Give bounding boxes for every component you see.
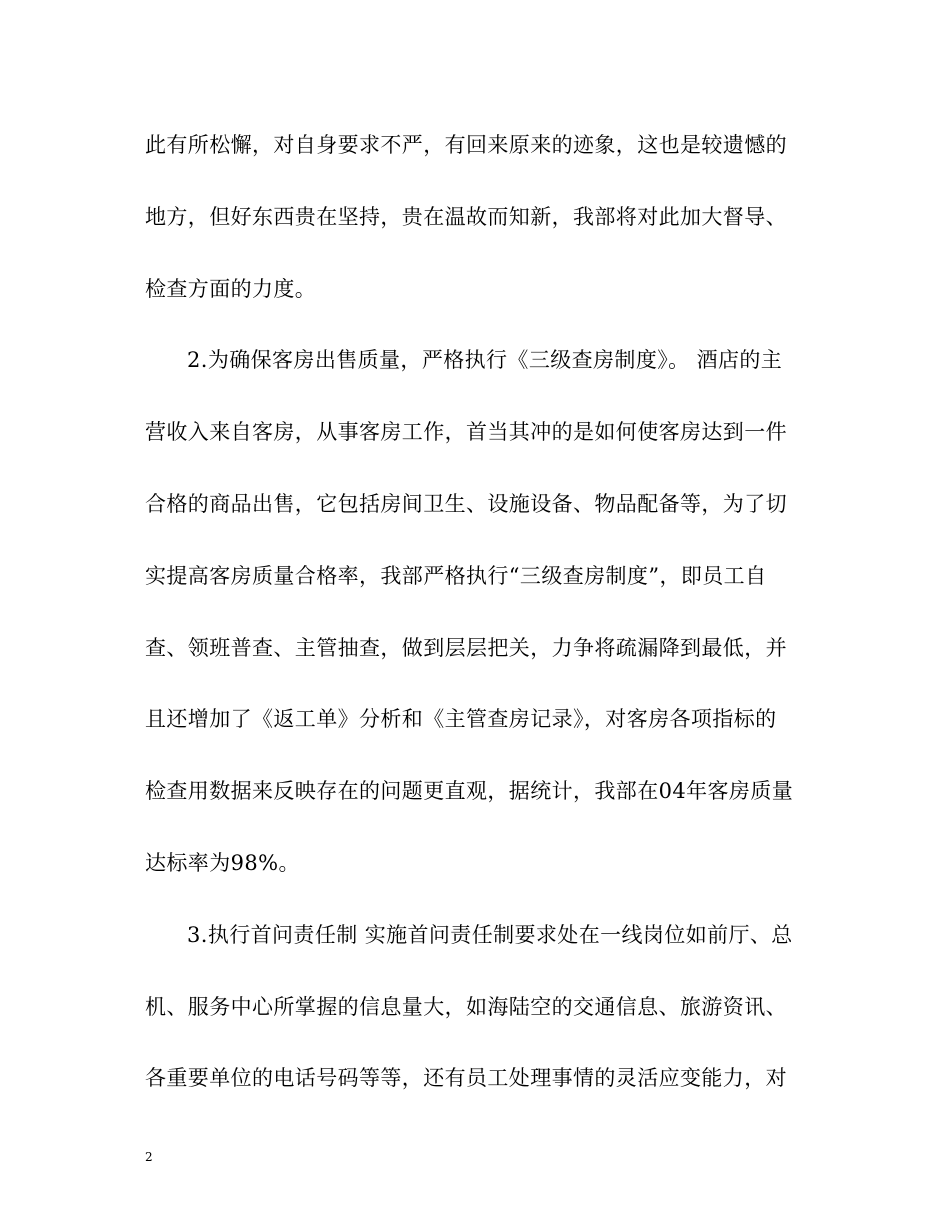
text-line-10: 检查用数据来反映存在的问题更直观，据统计，我部在04年客房质量 xyxy=(145,779,794,804)
text-line-6: 合格的商品出售，它包括房间卫生、设施设备、物品配备等，为了切 xyxy=(145,491,787,516)
text-line-3: 检查方面的力度。 xyxy=(145,276,317,301)
text-line-12: 3.执行首问责任制 实施首问责任制要求处在一线岗位如前厅、总 xyxy=(187,922,793,947)
text-line-14: 各重要单位的电话号码等等，还有员工处理事情的灵活应变能力，对 xyxy=(145,1066,787,1091)
text-line-11: 达标率为98%。 xyxy=(145,850,300,875)
text-line-5: 营收入来自客房，从事客房工作，首当其冲的是如何使客房达到一件 xyxy=(145,420,787,445)
text-line-8: 查、领班普查、主管抽查，做到层层把关，力争将疏漏降到最低，并 xyxy=(145,635,787,660)
text-line-4: 2.为确保客房出售质量，严格执行《三级查房制度》。 酒店的主 xyxy=(187,348,783,373)
page-number: 2 xyxy=(145,1150,153,1164)
text-line-7: 实提高客房质量合格率，我部严格执行“三级查房制度”，即员工自 xyxy=(145,563,767,588)
text-line-1: 此有所松懈，对自身要求不严，有回来原来的迹象，这也是较遗憾的 xyxy=(145,133,787,157)
text-line-9: 且还增加了《返工单》分析和《主管查房记录》，对客房各项指标的 xyxy=(145,707,777,732)
body-text xyxy=(145,120,810,1125)
text-line-2: 地方，但好东西贵在坚持，贵在温故而知新，我部将对此加大督导、 xyxy=(145,204,787,229)
text-line-13: 机、服务中心所掌握的信息量大，如海陆空的交通信息、旅游资讯、 xyxy=(145,994,787,1019)
